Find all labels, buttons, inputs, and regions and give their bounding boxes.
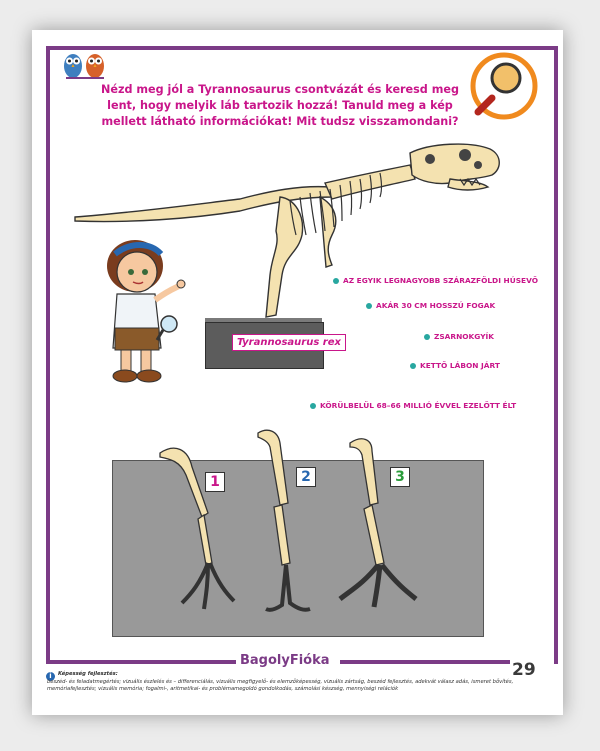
bullet-dot-icon [333,278,339,284]
owls-icon [62,50,108,80]
fact-2: AKÁR 30 CM HOSSZÚ FOGAK [366,301,495,310]
option-2-number[interactable]: 2 [296,467,316,487]
option-3-number[interactable]: 3 [390,467,410,487]
footnote-title: Képesség fejlesztés: [58,671,118,677]
plinth-label: Tyrannosaurus rex [232,334,346,351]
fact-3: ZSARNOKGYÍK [424,332,494,341]
bullet-dot-icon [424,334,430,340]
page-number: 29 [512,660,536,680]
fact-4: KETTŐ LÁBON JÁRT [410,361,500,370]
bullet-dot-icon [310,403,316,409]
frame-bottom-right [340,660,510,664]
bullet-dot-icon [366,303,372,309]
leg-bones-illustration [150,423,440,633]
frame-bottom-left [46,660,236,664]
fact-1: AZ EGYIK LEGNAGYOBB SZÁRAZFÖLDI HÚSEVŐ [333,276,538,285]
brand-logo-text: BagolyFióka [240,653,330,668]
option-1-number[interactable]: 1 [205,472,225,492]
info-icon: i [46,672,55,681]
girl-explorer-illustration [95,228,200,388]
fact-5: KÖRÜLBELÜL 68–66 MILLIÓ ÉVVEL EZELŐTT ÉLT [310,401,516,410]
footnote-text: beszéd- és feladatmegértés; vizuális észlelés és – differenciálás, vizuális megfigyelő- és elemzőképesség, vizuális zártság, beszéd fejlesztés, adekvát válasz adás, ismeret bővítés, memóriafejlesztés; vizuális memória; fogalmi-, aritmetikai- és problémamegoldó gondolkodás, számolási készség, mennyiségi relációk [47,679,514,692]
magnifying-glass-icon [468,52,540,120]
instruction-text: Nézd meg jól a Tyrannosaurus csontvázát és keresd meg lent, hogy melyik láb tartozik hozzá! Tanuld meg a kép mellett látható információkat! Mit tudsz visszamondani? [101,83,459,128]
bullet-dot-icon [410,363,416,369]
